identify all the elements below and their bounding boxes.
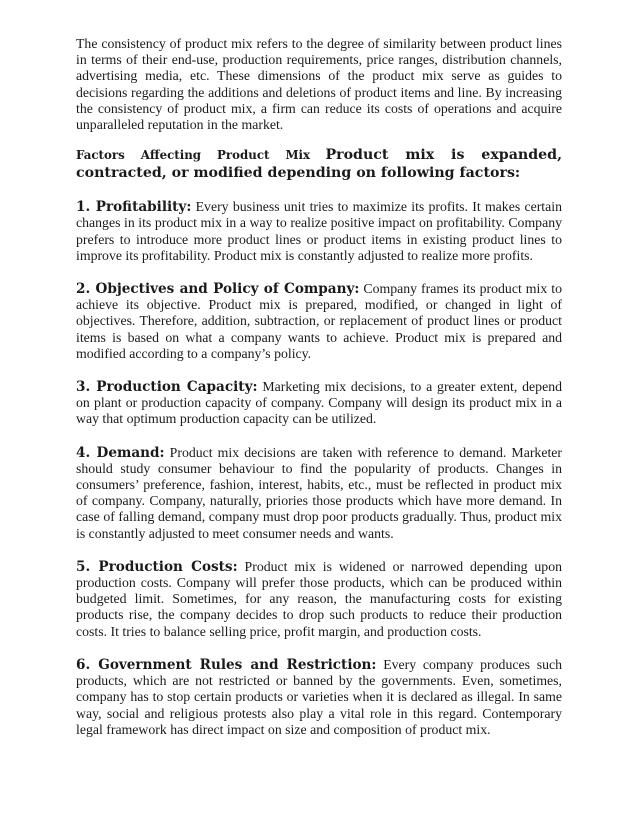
- document-page: [76, 36, 562, 755]
- factor-title: 5. Production Costs:: [76, 558, 238, 575]
- factor-text: Marketing mix decisions, to a greater extent, depend on plant or production capacity of company. Company will design its product mix in a way that optimum production capacity can be utilized.: [76, 379, 562, 427]
- factor-text: Every company produces such products, which are not restricted or banned by the governments. Even, sometimes, company has to stop certain products or varieties when it is declared as illegal. In same way, social and religious protests also play a vital role in this regard. Contemporary legal framework has direct impact on size and composition of product mix.: [76, 656, 562, 737]
- factor-production-capacity: [76, 379, 562, 428]
- factor-profitability: [76, 199, 562, 264]
- factor-demand: [76, 445, 562, 542]
- factors-heading-label: Factors Affecting Product Mix: [76, 148, 311, 163]
- factor-title: 2. Objectives and Policy of Company:: [76, 281, 360, 298]
- factor-title: 6. Government Rules and Restriction:: [76, 656, 377, 673]
- factors-heading: [76, 146, 562, 182]
- factor-objectives-policy: [76, 281, 562, 362]
- factor-title: 3. Production Capacity:: [76, 379, 258, 396]
- factor-text: Product mix decisions are taken with reference to demand. Marketer should study consumer behaviour to find the popularity of products. Changes in consumers’ preference, fashion, interest, habits, etc., must be reflected in product mix of company. Company, naturally, priories those products which have more demand. In case of falling demand, company must drop poor products gradually. Thus, product mix is constantly adjusted to meet consumer needs and wants.: [76, 444, 562, 541]
- factor-title: 4. Demand:: [76, 444, 165, 461]
- factor-text: Every business unit tries to maximize its profits. It makes certain changes in its product mix in a way to realize positive impact on profitability. Company prefers to introduce more product lines or product items in existing product lines to improve its profitability. Product mix is constantly adjusted to realize more profits.: [76, 199, 562, 263]
- factor-text: Company frames its product mix to achieve its objective. Product mix is prepared, modified, or changed in light of objectives. Therefore, addition, subtraction, or replacement of product lines or product items is based on what a company wants to achieve. Product mix is prepared and modified according to a company’s policy.: [76, 281, 562, 361]
- factor-title: 1. Profitability:: [76, 199, 192, 216]
- factor-government-rules: [76, 657, 562, 738]
- intro-paragraph: The consistency of product mix refers to the degree of similarity between product lines in terms of their end-use, production requirements, price ranges, distribution channels, advertising media, etc. These dimensions of the product mix serve as guides to decisions regarding the additions and deletions of product items and line. By increasing the consistency of product mix, a firm can reduce its costs of operations and acquire unparalleled reputation in the market.: [76, 36, 562, 133]
- factor-production-costs: [76, 559, 562, 640]
- factors-heading-text: Product mix is expanded, contracted, or modified depending on following factors:: [76, 147, 563, 182]
- factor-text: Product mix is widened or narrowed depending upon production costs. Company will prefer those products, which can be produced within budgeted limit. Sometimes, for any reason, the manufacturing costs for existing products rise, the company decides to drop such products to reduce their production costs. It tries to balance selling price, profit margin, and production costs.: [76, 558, 563, 639]
